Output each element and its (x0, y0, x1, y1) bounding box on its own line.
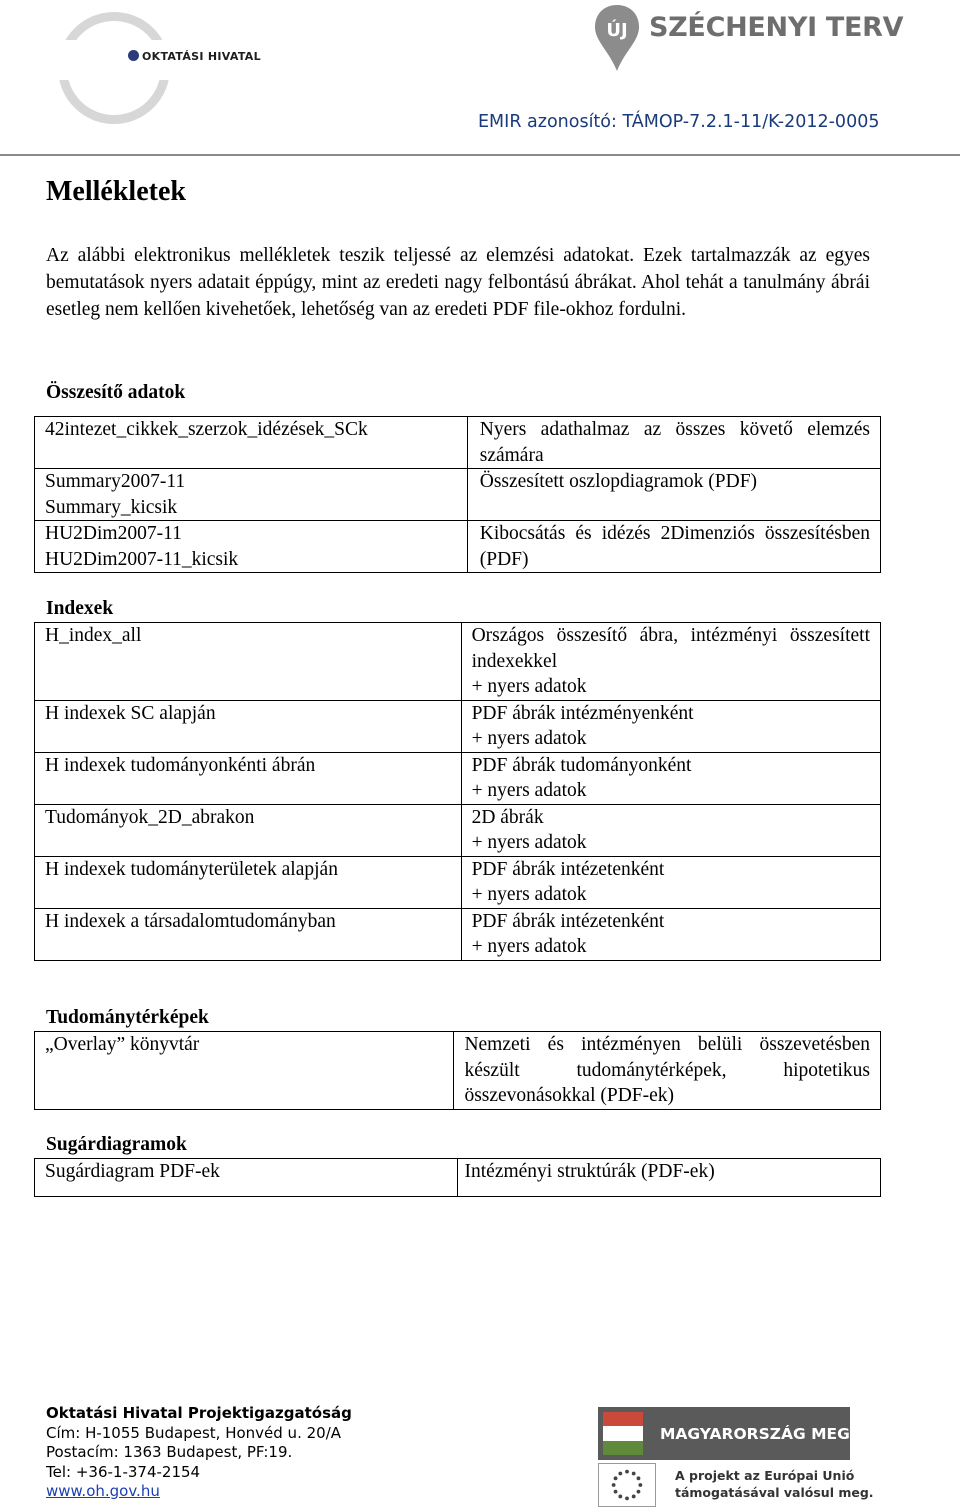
maps-desc-cell: Nemzeti és intézményen belüli összevetésben készült tudománytérképek, hipotetikus összevonásokkal (PDF-ek) (454, 1032, 881, 1110)
summary-file-cell: Summary2007-11 Summary_kicsik (35, 469, 468, 521)
section-heading-indexes: Indexek (46, 598, 114, 619)
summary-desc-cell: Kibocsátás és idézés 2Dimenziós összesítésben (PDF) (467, 521, 880, 573)
eu-support-line-1: A projekt az Európai Unió (675, 1468, 855, 1483)
table-row (35, 752, 881, 804)
sunburst-desc-cell: Intézményi struktúrák (PDF-ek) (457, 1159, 880, 1197)
maps-table (34, 1031, 881, 1110)
section-heading-summary: Összesítő adatok (46, 382, 186, 403)
index-file-cell: H indexek tudományterületek alapján (35, 856, 462, 908)
intro-paragraph: Az alábbi elektronikus mellékletek teszik teljessé az elemzési adatokat. Ezek tartalmazzák az egyes bemutatások nyers adatait éppúgy, mint az eredeti nagy felbontású ábrákat. Ahol tehát a tanulmány ábrái esetleg nem kellően kivehetőek, lehetőség van az eredeti PDF file-okhoz fordulni. (46, 245, 870, 320)
indexes-table (34, 622, 881, 961)
eu-flag-icon (598, 1463, 656, 1507)
table-row (35, 700, 881, 752)
index-file-cell: H indexek tudományonkénti ábrán (35, 752, 462, 804)
summary-desc-cell: Nyers adathalmaz az összes követő elemzés számára (467, 417, 880, 469)
footer-org: Oktatási Hivatal Projektigazgatóság (46, 1404, 352, 1422)
summary-file-cell: 42intezet_cikkek_szerzok_idézések_SCk (35, 417, 468, 469)
footer-postal: Postacím: 1363 Budapest, PF:19. (46, 1443, 293, 1461)
footer-contact (46, 1404, 352, 1502)
index-file-cell: H_index_all (35, 623, 462, 701)
footer-address: Cím: H-1055 Budapest, Honvéd u. 20/A (46, 1423, 342, 1442)
uj-mark-text: ÚJ (606, 20, 628, 41)
szechenyi-terv-logo: SZÉCHENYI TERV (649, 12, 904, 43)
eu-support-text (675, 1467, 874, 1501)
page-title: Mellékletek (46, 176, 186, 207)
oh-logo-text: OKTATÁSI HIVATAL (142, 50, 261, 63)
emir-identifier: EMIR azonosító: TÁMOP-7.2.1-11/K-2012-0005 (478, 112, 880, 132)
table-row (35, 623, 881, 701)
index-file-cell: H indexek SC alapján (35, 700, 462, 752)
index-desc-cell: 2D ábrák + nyers adatok (461, 804, 880, 856)
footer-phone: Tel: +36-1-374-2154 (46, 1462, 201, 1481)
table-row (35, 521, 881, 573)
index-desc-cell: PDF ábrák intézetenként + nyers adatok (461, 856, 880, 908)
sunburst-table (34, 1158, 881, 1197)
table-row (35, 417, 881, 469)
maps-file-cell: „Overlay” könyvtár (35, 1032, 454, 1110)
index-file-cell: H indexek a társadalomtudományban (35, 908, 462, 960)
uj-pin-icon (593, 3, 641, 73)
table-row (35, 1032, 881, 1110)
footer-web-link[interactable]: www.oh.gov.hu (46, 1482, 160, 1500)
magyarorszag-megujul-text: MAGYARORSZÁG MEGÚJUL (660, 1425, 891, 1443)
section-heading-sunburst: Sugárdiagramok (46, 1134, 187, 1155)
sunburst-file-cell: Sugárdiagram PDF-ek (35, 1159, 458, 1197)
index-desc-cell: PDF ábrák intézményenként + nyers adatok (461, 700, 880, 752)
index-desc-cell: PDF ábrák intézetenként + nyers adatok (461, 908, 880, 960)
table-row (35, 908, 881, 960)
flag-stripes-icon (603, 1412, 643, 1455)
table-row (35, 469, 881, 521)
eu-support-line-2: támogatásával valósul meg. (675, 1485, 874, 1500)
index-desc-cell: Országos összesítő ábra, intézményi összesített indexekkel + nyers adatok (461, 623, 880, 701)
oktatasi-hivatal-logo (128, 50, 261, 63)
table-row (35, 1159, 881, 1197)
summary-desc-cell: Összesített oszlopdiagramok (PDF) (467, 469, 880, 521)
index-desc-cell: PDF ábrák tudományonként + nyers adatok (461, 752, 880, 804)
table-row (35, 856, 881, 908)
summary-table (34, 416, 881, 573)
section-heading-maps: Tudománytérképek (46, 1007, 209, 1028)
table-row (35, 804, 881, 856)
index-file-cell: Tudományok_2D_abrakon (35, 804, 462, 856)
logo-dot-icon (128, 50, 139, 61)
header-divider (0, 154, 960, 156)
summary-file-cell: HU2Dim2007-11 HU2Dim2007-11_kicsik (35, 521, 468, 573)
